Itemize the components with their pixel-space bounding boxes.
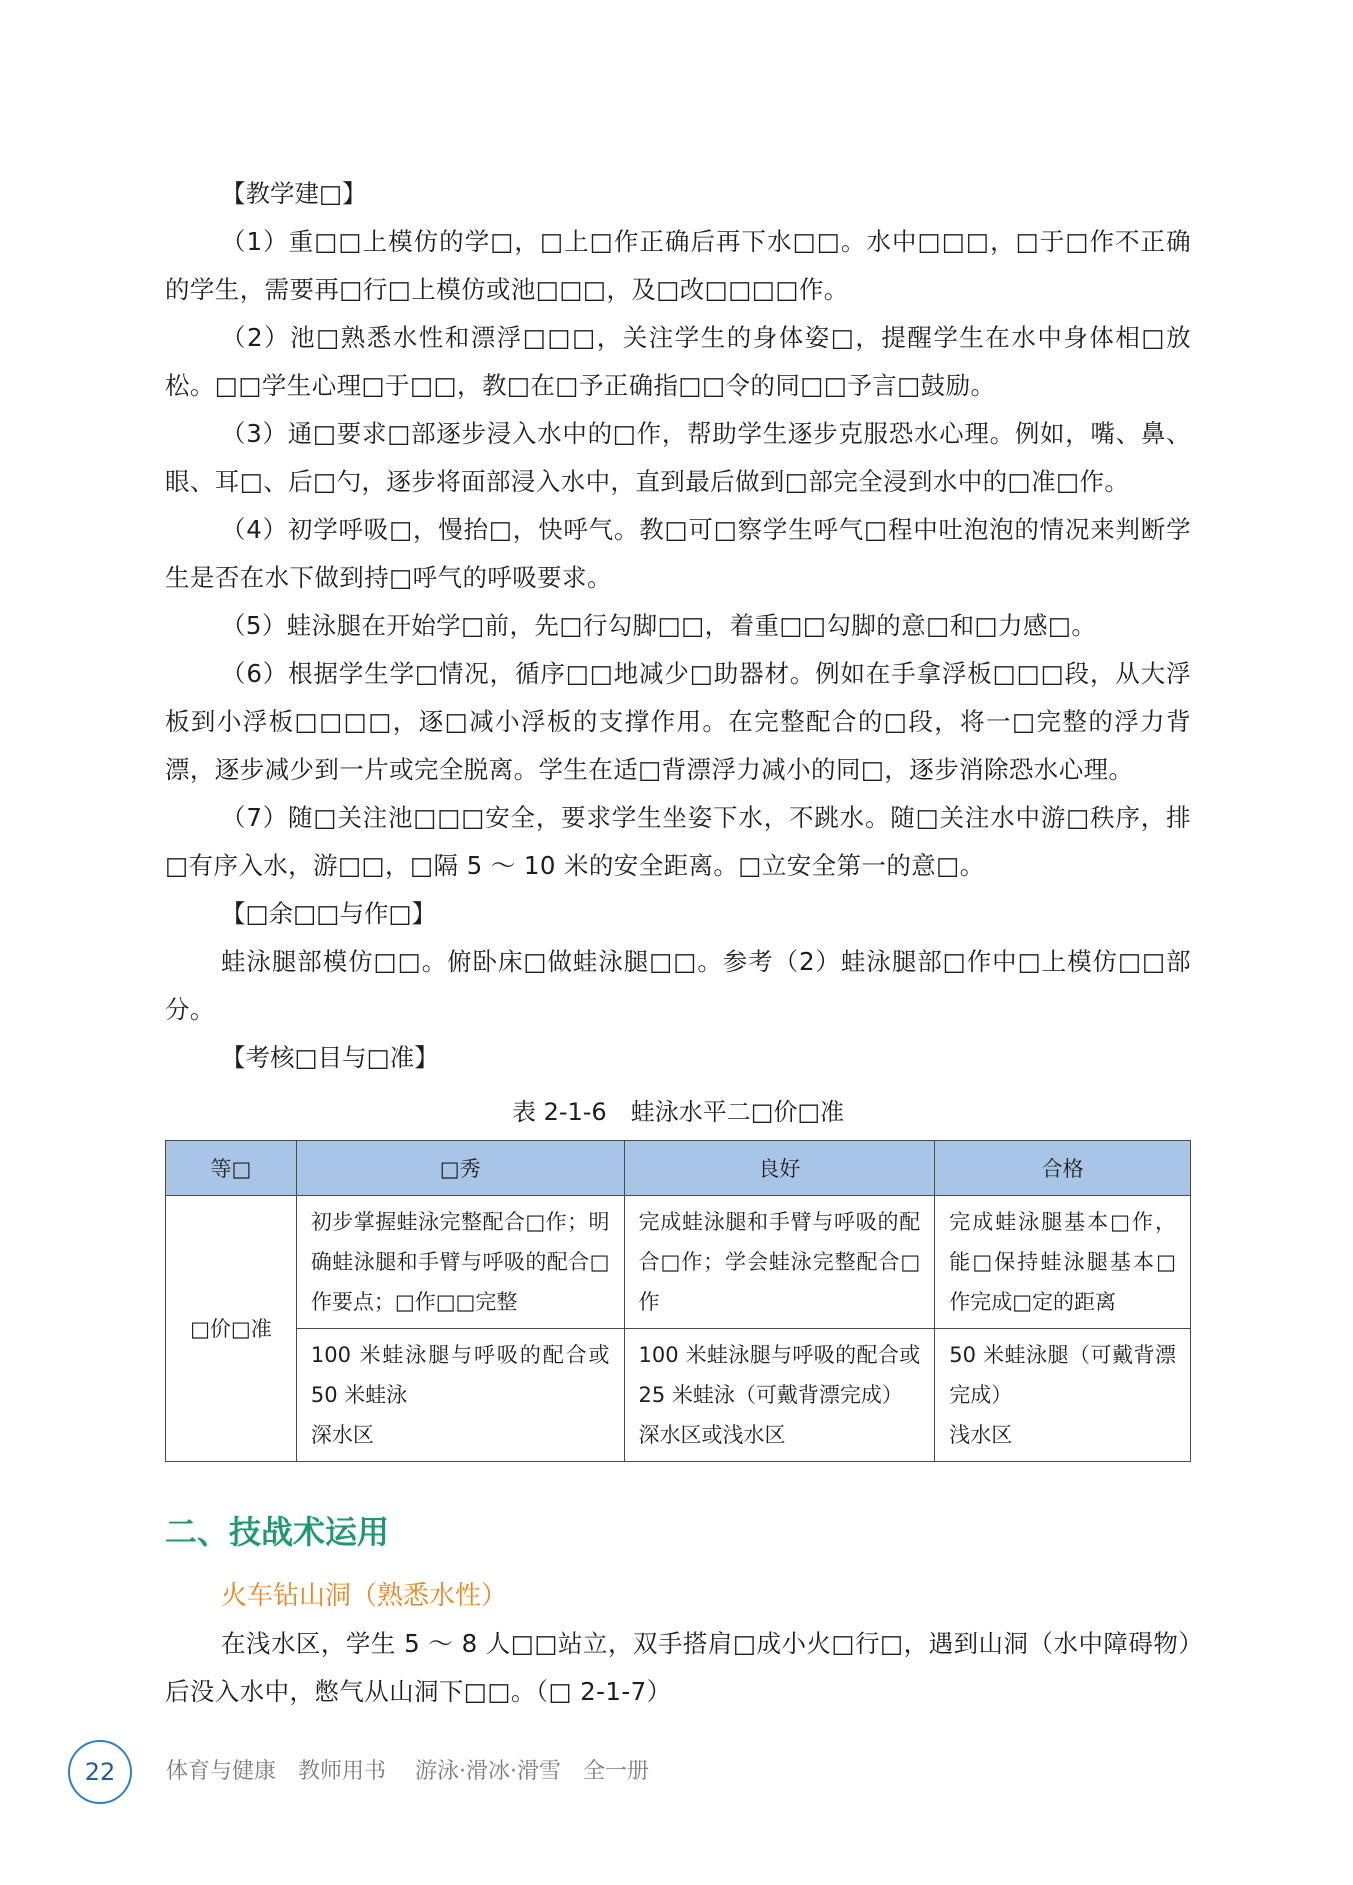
header-excellent: □秀 [296, 1141, 624, 1196]
teaching-item-4: （4）初学呼吸□，慢抬□，快呼气。教□可□察学生呼气□程中吐泡泡的情况来判断学生是否在水下做到持□呼气的呼吸要求。 [165, 515, 1191, 592]
section-title: 二、技战术运用 [165, 1513, 390, 1551]
page-content [165, 170, 1191, 1716]
teaching-item-2: （2）池□熟悉水性和漂浮□□□，关注学生的身体姿□，提醒学生在水中身体相□放松。□□学生心理□于□□，教□在□予正确指□□令的同□□予言□鼓励。 [165, 323, 1191, 400]
cell-area: 深水区或浅水区 [638, 1423, 786, 1447]
cell-distance: 50 米蛙泳腿（可戴背漂完成） [949, 1343, 1176, 1407]
cell-area: 浅水区 [949, 1423, 1013, 1447]
page-number: 22 [68, 1740, 132, 1804]
teaching-heading: 【教学建□】 [221, 179, 367, 208]
table-cell: 初步掌握蛙泳完整配合□作；明确蛙泳腿和手臂与呼吸的配合□作要点；□作□□完整 [296, 1196, 624, 1329]
teaching-item-7: （7）随□关注池□□□安全，要求学生坐姿下水，不跳水。随□关注水中游□秩序，排□有序入水，游□□，□隔 5 ～ 10 米的安全距离。□立安全第一的意□。 [165, 803, 1191, 880]
row-label: □价□准 [166, 1196, 297, 1462]
page-footer [68, 1740, 968, 1804]
table-cell: 完成蛙泳腿和手臂与呼吸的配合□作；学会蛙泳完整配合□作 [624, 1196, 935, 1329]
teaching-item-6: （6）根据学生学□情况，循序□□地减少□助器材。例如在手拿浮板□□□段，从大浮板到小浮板□□□□，逐□减小浮板的支撑作用。在完整配合的□段，将一□完整的浮力背漂，逐步减少到一片或完全脱离。学生在适□背漂浮力减小的同□，逐步消除恐水心理。 [165, 659, 1191, 784]
cell-distance: 100 米蛙泳腿与呼吸的配合或 50 米蛙泳 [310, 1343, 610, 1407]
table-header-row [166, 1141, 1191, 1196]
practice-heading: 【□余□□与作□】 [221, 899, 437, 928]
header-level: 等□ [166, 1141, 297, 1196]
cell-area: 深水区 [310, 1423, 374, 1447]
table-cell [935, 1329, 1191, 1462]
cell-distance: 100 米蛙泳腿与呼吸的配合或 25 米蛙泳（可戴背漂完成） [638, 1343, 921, 1407]
assessment-heading: 【考核□目与□准】 [221, 1043, 439, 1072]
teaching-item-5: （5）蛙泳腿在开始学□前，先□行勾脚□□，着重□□勾脚的意□和□力感□。 [221, 611, 1097, 640]
table-caption: 表 2-1-6 蛙泳水平二□价□准 [511, 1098, 845, 1126]
practice-text: 蛙泳腿部模仿□□。俯卧床□做蛙泳腿□□。参考（2）蛙泳腿部□作中□上模仿□□部分。 [165, 947, 1191, 1024]
grade-table [165, 1140, 1191, 1462]
table-cell [296, 1329, 624, 1462]
section-subtitle: 火车钻山洞（熟悉水性） [221, 1581, 508, 1611]
header-good: 良好 [624, 1141, 935, 1196]
header-pass: 合格 [935, 1141, 1191, 1196]
table-row [166, 1196, 1191, 1329]
section-text: 在浅水区，学生 5 ～ 8 人□□站立，双手搭肩□成小火□行□，遇到山洞（水中障碍物）后没入水中，憋气从山洞下□□。（□ 2-1-7） [165, 1629, 1191, 1706]
table-cell [624, 1329, 935, 1462]
teaching-item-1: （1）重□□上模仿的学□，□上□作正确后再下水□□。水中□□□，□于□作不正确的学生，需要再□行□上模仿或池□□□，及□改□□□□作。 [165, 227, 1191, 304]
table-cell: 完成蛙泳腿基本□作，能□保持蛙泳腿基本□作完成□定的距离 [935, 1196, 1191, 1329]
book-title: 体育与健康 教师用书 游泳·滑冰·滑雪 全一册 [166, 1759, 649, 1784]
teaching-item-3: （3）通□要求□部逐步浸入水中的□作，帮助学生逐步克服恐水心理。例如，嘴、鼻、眼、耳□、后□勺，逐步将面部浸入水中，直到最后做到□部完全浸到水中的□准□作。 [165, 419, 1191, 496]
table-row [166, 1329, 1191, 1462]
